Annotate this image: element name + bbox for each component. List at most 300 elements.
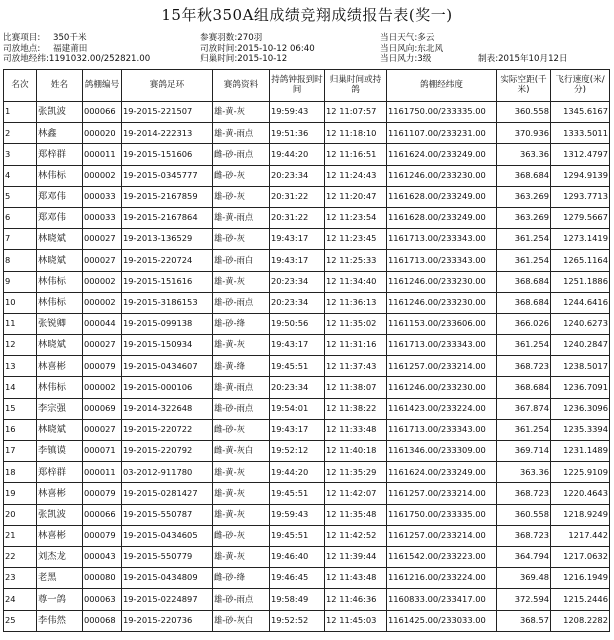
cell-distance: 368.723 xyxy=(497,356,551,377)
entries xyxy=(200,33,262,44)
cell-loft-coord: 1161153.00/233606.00 xyxy=(387,313,497,334)
wind-direction-value: 东北风 xyxy=(417,43,444,54)
cell-return-time: 12 11:40:18 xyxy=(325,441,387,462)
cell-speed: 1220.4643 xyxy=(551,483,610,504)
cell-pigeon-info: 雄-黄-灰 xyxy=(213,546,270,567)
cell-rank: 19 xyxy=(4,483,37,504)
cell-loft-coord: 1160833.00/233417.00 xyxy=(387,589,497,610)
header-name: 姓名 xyxy=(37,70,83,102)
table-row xyxy=(4,504,610,525)
cell-return-time: 12 11:34:40 xyxy=(325,271,387,292)
cell-owner-name: 郑邓伟 xyxy=(37,207,83,228)
cell-rank: 25 xyxy=(4,610,37,631)
cell-speed: 1217.442 xyxy=(551,525,610,546)
cell-speed: 1238.5017 xyxy=(551,356,610,377)
cell-speed: 1235.3394 xyxy=(551,419,610,440)
cell-speed: 1312.4797 xyxy=(551,144,610,165)
cell-owner-name: 林晓斌 xyxy=(37,335,83,356)
cell-return-time: 12 11:20:47 xyxy=(325,186,387,207)
cell-return-time: 12 11:35:02 xyxy=(325,313,387,334)
cell-distance: 361.254 xyxy=(497,335,551,356)
cell-speed: 1273.1419 xyxy=(551,229,610,250)
cell-return-time: 12 11:23:54 xyxy=(325,207,387,228)
cell-loft-coord: 1161542.00/233223.00 xyxy=(387,546,497,567)
weather-label: 当日天气: xyxy=(380,33,418,43)
cell-owner-name: 郑梓群 xyxy=(37,462,83,483)
cell-distance: 361.254 xyxy=(497,250,551,271)
cell-pigeon-info: 雌-砂-雨点 xyxy=(213,144,270,165)
table-row xyxy=(4,335,610,356)
cell-speed: 1216.1949 xyxy=(551,568,610,589)
table-row xyxy=(4,123,610,144)
cell-owner-name: 林伟标 xyxy=(37,292,83,313)
cell-clock-time: 20:23:34 xyxy=(270,165,325,186)
header-ring: 赛鸽足环 xyxy=(122,70,213,102)
table-row xyxy=(4,568,610,589)
cell-rank: 11 xyxy=(4,313,37,334)
cell-loft-id: 000033 xyxy=(83,207,122,228)
race-project xyxy=(3,33,87,44)
cell-pigeon-info: 雄-砂-雨点 xyxy=(213,292,270,313)
race-project-value: 350千米 xyxy=(53,33,87,43)
cell-loft-coord: 1161628.00/233249.00 xyxy=(387,207,497,228)
wind-direction xyxy=(380,44,443,55)
cell-pigeon-info: 雄-砂-灰白 xyxy=(213,610,270,631)
cell-rank: 15 xyxy=(4,398,37,419)
header-clock-time: 持鸽钟报到时间 xyxy=(270,70,325,102)
cell-pigeon-info: 雄-黄-灰 xyxy=(213,271,270,292)
results-table xyxy=(3,69,610,632)
cell-clock-time: 19:45:51 xyxy=(270,483,325,504)
cell-pigeon-info: 雄-黄-雨点 xyxy=(213,377,270,398)
cell-return-time: 12 11:33:48 xyxy=(325,419,387,440)
cell-owner-name: 林晓斌 xyxy=(37,419,83,440)
cell-loft-id: 000071 xyxy=(83,441,122,462)
cell-pigeon-info: 雌-黄-灰白 xyxy=(213,441,270,462)
weather xyxy=(380,33,434,44)
cell-return-time: 12 11:37:43 xyxy=(325,356,387,377)
cell-return-time: 12 11:39:44 xyxy=(325,546,387,567)
header-loft-coord: 鸽棚经纬度 xyxy=(387,70,497,102)
cell-distance: 370.936 xyxy=(497,123,551,144)
table-row xyxy=(4,441,610,462)
made-date-value: 2015年10月12日 xyxy=(498,54,568,65)
cell-loft-coord: 1161713.00/233343.00 xyxy=(387,419,497,440)
header-loft-id: 鸽棚编号 xyxy=(83,70,122,102)
cell-ring-number: 19-2015-151606 xyxy=(122,144,213,165)
cell-loft-id: 000020 xyxy=(83,123,122,144)
release-time-label: 司放时间: xyxy=(200,43,238,54)
cell-pigeon-info: 雄-砂-绛 xyxy=(213,313,270,334)
header-return-time: 归巢时间或持鸽 xyxy=(325,70,387,102)
table-row xyxy=(4,356,610,377)
cell-clock-time: 20:23:34 xyxy=(270,377,325,398)
cell-pigeon-info: 雄-黄-灰 xyxy=(213,462,270,483)
cell-return-time: 12 11:38:07 xyxy=(325,377,387,398)
cell-ring-number: 19-2015-0434607 xyxy=(122,356,213,377)
cell-loft-coord: 1161713.00/233343.00 xyxy=(387,335,497,356)
cell-return-time: 12 11:18:10 xyxy=(325,123,387,144)
cell-return-time: 12 11:36:13 xyxy=(325,292,387,313)
weather-value: 多云 xyxy=(417,33,435,43)
cell-owner-name: 林鑫 xyxy=(37,123,83,144)
wind-force xyxy=(380,54,431,65)
cell-clock-time: 19:51:36 xyxy=(270,123,325,144)
cell-speed: 1265.1164 xyxy=(551,250,610,271)
cell-distance: 368.723 xyxy=(497,483,551,504)
cell-speed: 1236.7091 xyxy=(551,377,610,398)
cell-distance: 363.36 xyxy=(497,462,551,483)
table-row xyxy=(4,207,610,228)
cell-owner-name: 林伟标 xyxy=(37,165,83,186)
cell-distance: 368.684 xyxy=(497,271,551,292)
table-row xyxy=(4,546,610,567)
table-row xyxy=(4,229,610,250)
header-pigeon-info: 赛鸽资料 xyxy=(213,70,270,102)
cell-return-time: 12 11:07:57 xyxy=(325,102,387,123)
cell-loft-id: 000002 xyxy=(83,292,122,313)
cell-rank: 12 xyxy=(4,335,37,356)
cell-return-time: 12 11:46:36 xyxy=(325,589,387,610)
cell-speed: 1240.6273 xyxy=(551,313,610,334)
cell-rank: 9 xyxy=(4,271,37,292)
cell-rank: 20 xyxy=(4,504,37,525)
cell-clock-time: 19:43:17 xyxy=(270,250,325,271)
cell-distance: 360.558 xyxy=(497,102,551,123)
cell-ring-number: 19-2015-550779 xyxy=(122,546,213,567)
cell-loft-id: 000079 xyxy=(83,483,122,504)
cell-rank: 23 xyxy=(4,568,37,589)
table-header-row xyxy=(4,70,610,102)
cell-rank: 18 xyxy=(4,462,37,483)
cell-return-time: 12 11:42:07 xyxy=(325,483,387,504)
release-time-value: 2015-10-12 06:40 xyxy=(237,43,315,54)
wind-force-value: 3级 xyxy=(417,54,432,65)
cell-return-time: 12 11:25:33 xyxy=(325,250,387,271)
cell-loft-id: 000002 xyxy=(83,271,122,292)
cell-clock-time: 20:31:22 xyxy=(270,186,325,207)
cell-distance: 368.684 xyxy=(497,377,551,398)
cell-ring-number: 19-2015-151616 xyxy=(122,271,213,292)
entries-label: 参赛羽数: xyxy=(200,33,238,43)
cell-speed: 1208.2282 xyxy=(551,610,610,631)
cell-loft-id: 000068 xyxy=(83,610,122,631)
cell-pigeon-info: 雄-砂-雨点 xyxy=(213,398,270,419)
cell-rank: 8 xyxy=(4,250,37,271)
cell-loft-id: 000027 xyxy=(83,419,122,440)
cell-owner-name: 林喜彬 xyxy=(37,356,83,377)
cell-distance: 363.36 xyxy=(497,144,551,165)
header-speed: 飞行速度(米/分) xyxy=(551,70,610,102)
cell-rank: 2 xyxy=(4,123,37,144)
table-row xyxy=(4,483,610,504)
cell-distance: 360.558 xyxy=(497,504,551,525)
cell-owner-name: 刘杰龙 xyxy=(37,546,83,567)
cell-ring-number: 19-2015-220792 xyxy=(122,441,213,462)
cell-loft-coord: 1161246.00/233230.00 xyxy=(387,271,497,292)
cell-owner-name: 李伟然 xyxy=(37,610,83,631)
cell-loft-id: 000063 xyxy=(83,589,122,610)
cell-rank: 5 xyxy=(4,186,37,207)
cell-pigeon-info: 雄-砂-灰 xyxy=(213,186,270,207)
table-row xyxy=(4,144,610,165)
cell-pigeon-info: 雄-砂-雨白 xyxy=(213,250,270,271)
cell-clock-time: 19:43:17 xyxy=(270,335,325,356)
cell-return-time: 12 11:31:16 xyxy=(325,335,387,356)
cell-loft-id: 000002 xyxy=(83,377,122,398)
cell-owner-name: 老黑 xyxy=(37,568,83,589)
cell-ring-number: 19-2014-322648 xyxy=(122,398,213,419)
cell-ring-number: 19-2015-220724 xyxy=(122,250,213,271)
entries-value: 270羽 xyxy=(237,33,263,43)
cell-owner-name: 林喜彬 xyxy=(37,483,83,504)
cell-clock-time: 19:52:12 xyxy=(270,441,325,462)
release-coord xyxy=(3,54,150,65)
cell-return-time: 12 11:35:48 xyxy=(325,504,387,525)
cell-clock-time: 19:50:56 xyxy=(270,313,325,334)
cell-pigeon-info: 雄-黄-灰 xyxy=(213,102,270,123)
cell-return-time: 12 11:16:51 xyxy=(325,144,387,165)
cell-pigeon-info: 雄-黄-绛 xyxy=(213,356,270,377)
header-distance: 实际空距(千米) xyxy=(497,70,551,102)
cell-rank: 22 xyxy=(4,546,37,567)
cell-speed: 1215.2446 xyxy=(551,589,610,610)
table-row xyxy=(4,102,610,123)
return-time xyxy=(200,54,287,65)
cell-loft-id: 000002 xyxy=(83,165,122,186)
cell-return-time: 12 11:42:52 xyxy=(325,525,387,546)
cell-pigeon-info: 雌-砂-灰 xyxy=(213,165,270,186)
cell-loft-id: 000043 xyxy=(83,546,122,567)
table-row xyxy=(4,165,610,186)
cell-loft-id: 000066 xyxy=(83,102,122,123)
cell-clock-time: 20:31:22 xyxy=(270,207,325,228)
cell-loft-coord: 1161257.00/233214.00 xyxy=(387,356,497,377)
cell-loft-coord: 1161713.00/233343.00 xyxy=(387,229,497,250)
cell-distance: 368.723 xyxy=(497,525,551,546)
cell-loft-id: 000027 xyxy=(83,335,122,356)
cell-speed: 1225.9109 xyxy=(551,462,610,483)
cell-owner-name: 张锐卿 xyxy=(37,313,83,334)
cell-pigeon-info: 雌-砂-绛 xyxy=(213,568,270,589)
cell-rank: 24 xyxy=(4,589,37,610)
cell-ring-number: 19-2013-136529 xyxy=(122,229,213,250)
cell-owner-name: 张凯波 xyxy=(37,504,83,525)
cell-ring-number: 19-2015-0345777 xyxy=(122,165,213,186)
release-coord-value: 1191032.00/252821.00 xyxy=(48,54,151,65)
cell-loft-coord: 1161107.00/233231.00 xyxy=(387,123,497,144)
cell-loft-id: 000027 xyxy=(83,250,122,271)
cell-clock-time: 19:43:17 xyxy=(270,229,325,250)
table-row xyxy=(4,525,610,546)
cell-loft-id: 000080 xyxy=(83,568,122,589)
cell-pigeon-info: 雄-黄-灰 xyxy=(213,483,270,504)
cell-owner-name: 林伟标 xyxy=(37,271,83,292)
table-row xyxy=(4,250,610,271)
cell-ring-number: 19-2014-222313 xyxy=(122,123,213,144)
cell-rank: 16 xyxy=(4,419,37,440)
cell-loft-coord: 1161713.00/233343.00 xyxy=(387,250,497,271)
cell-owner-name: 尊一鸽 xyxy=(37,589,83,610)
cell-distance: 364.794 xyxy=(497,546,551,567)
cell-distance: 367.874 xyxy=(497,398,551,419)
header-rank: 名次 xyxy=(4,70,37,102)
made-label: 制表: xyxy=(478,54,499,65)
cell-ring-number: 03-2012-911780 xyxy=(122,462,213,483)
table-row xyxy=(4,610,610,631)
report-title: 15年秋350A组成绩竞翔成绩报告表(奖一) xyxy=(161,6,453,24)
cell-clock-time: 19:54:01 xyxy=(270,398,325,419)
cell-loft-coord: 1161750.00/233335.00 xyxy=(387,504,497,525)
cell-clock-time: 20:23:34 xyxy=(270,271,325,292)
cell-loft-id: 000033 xyxy=(83,186,122,207)
table-row xyxy=(4,398,610,419)
cell-return-time: 12 11:23:45 xyxy=(325,229,387,250)
cell-owner-name: 张凯波 xyxy=(37,102,83,123)
cell-distance: 368.684 xyxy=(497,165,551,186)
cell-owner-name: 郑梓群 xyxy=(37,144,83,165)
cell-loft-coord: 1161624.00/233249.00 xyxy=(387,462,497,483)
cell-rank: 21 xyxy=(4,525,37,546)
cell-speed: 1231.1489 xyxy=(551,441,610,462)
cell-pigeon-info: 雄-黄-灰 xyxy=(213,504,270,525)
cell-owner-name: 林喜彬 xyxy=(37,525,83,546)
cell-distance: 361.254 xyxy=(497,419,551,440)
cell-clock-time: 19:45:51 xyxy=(270,525,325,546)
cell-ring-number: 19-2015-3186153 xyxy=(122,292,213,313)
cell-ring-number: 19-2015-099138 xyxy=(122,313,213,334)
cell-owner-name: 林伟标 xyxy=(37,377,83,398)
cell-return-time: 12 11:24:43 xyxy=(325,165,387,186)
cell-pigeon-info: 雄-砂-灰 xyxy=(213,229,270,250)
cell-distance: 368.684 xyxy=(497,292,551,313)
cell-ring-number: 19-2015-0281427 xyxy=(122,483,213,504)
race-project-label: 比赛项目: xyxy=(3,33,41,43)
cell-distance: 369.48 xyxy=(497,568,551,589)
cell-loft-id: 000069 xyxy=(83,398,122,419)
cell-return-time: 12 11:43:48 xyxy=(325,568,387,589)
cell-loft-coord: 1161246.00/233230.00 xyxy=(387,165,497,186)
cell-distance: 363.269 xyxy=(497,207,551,228)
cell-distance: 372.594 xyxy=(497,589,551,610)
table-row xyxy=(4,271,610,292)
cell-owner-name: 林晓斌 xyxy=(37,229,83,250)
cell-loft-coord: 1161346.00/233309.00 xyxy=(387,441,497,462)
cell-ring-number: 19-2015-000106 xyxy=(122,377,213,398)
cell-ring-number: 19-2015-2167859 xyxy=(122,186,213,207)
cell-loft-coord: 1161423.00/233224.00 xyxy=(387,398,497,419)
cell-speed: 1240.2847 xyxy=(551,335,610,356)
cell-loft-coord: 1161246.00/233230.00 xyxy=(387,377,497,398)
cell-pigeon-info: 雄-黄-雨点 xyxy=(213,207,270,228)
cell-loft-id: 000079 xyxy=(83,356,122,377)
cell-loft-id: 000079 xyxy=(83,525,122,546)
cell-rank: 13 xyxy=(4,356,37,377)
cell-distance: 369.714 xyxy=(497,441,551,462)
cell-return-time: 12 11:35:29 xyxy=(325,462,387,483)
cell-pigeon-info: 雄-黄-灰 xyxy=(213,335,270,356)
table-row xyxy=(4,313,610,334)
cell-rank: 3 xyxy=(4,144,37,165)
cell-ring-number: 19-2015-2167864 xyxy=(122,207,213,228)
cell-ring-number: 19-2015-0224897 xyxy=(122,589,213,610)
cell-loft-coord: 1161257.00/233214.00 xyxy=(387,525,497,546)
cell-pigeon-info: 雌-砂-灰 xyxy=(213,419,270,440)
cell-owner-name: 郑邓伟 xyxy=(37,186,83,207)
cell-loft-id: 000044 xyxy=(83,313,122,334)
cell-clock-time: 19:43:17 xyxy=(270,419,325,440)
cell-speed: 1217.0632 xyxy=(551,546,610,567)
cell-clock-time: 19:59:43 xyxy=(270,102,325,123)
cell-pigeon-info: 雄-砂-雨点 xyxy=(213,589,270,610)
cell-rank: 6 xyxy=(4,207,37,228)
cell-clock-time: 20:23:34 xyxy=(270,292,325,313)
cell-pigeon-info: 雄-黄-雨点 xyxy=(213,123,270,144)
cell-clock-time: 19:59:43 xyxy=(270,504,325,525)
table-row xyxy=(4,377,610,398)
cell-rank: 4 xyxy=(4,165,37,186)
cell-ring-number: 19-2015-220722 xyxy=(122,419,213,440)
cell-clock-time: 19:46:45 xyxy=(270,568,325,589)
cell-speed: 1218.9249 xyxy=(551,504,610,525)
cell-speed: 1279.5667 xyxy=(551,207,610,228)
cell-loft-id: 000027 xyxy=(83,229,122,250)
cell-clock-time: 19:52:52 xyxy=(270,610,325,631)
cell-ring-number: 19-2015-220736 xyxy=(122,610,213,631)
cell-speed: 1333.5011 xyxy=(551,123,610,144)
release-time xyxy=(200,44,315,55)
cell-speed: 1293.7713 xyxy=(551,186,610,207)
cell-ring-number: 19-2015-221507 xyxy=(122,102,213,123)
cell-return-time: 12 11:38:22 xyxy=(325,398,387,419)
cell-speed: 1345.6167 xyxy=(551,102,610,123)
cell-rank: 7 xyxy=(4,229,37,250)
return-time-value: 2015-10-12 xyxy=(237,54,288,65)
cell-ring-number: 19-2015-0434605 xyxy=(122,525,213,546)
cell-speed: 1294.9139 xyxy=(551,165,610,186)
cell-speed: 1251.1886 xyxy=(551,271,610,292)
cell-loft-coord: 1161628.00/233249.00 xyxy=(387,186,497,207)
cell-rank: 1 xyxy=(4,102,37,123)
made-date xyxy=(478,54,568,65)
cell-return-time: 12 11:45:03 xyxy=(325,610,387,631)
cell-rank: 14 xyxy=(4,377,37,398)
cell-loft-coord: 1161246.00/233230.00 xyxy=(387,292,497,313)
release-coord-label: 司放地经纬: xyxy=(3,54,49,65)
cell-clock-time: 19:58:49 xyxy=(270,589,325,610)
cell-distance: 361.254 xyxy=(497,229,551,250)
cell-distance: 366.026 xyxy=(497,313,551,334)
cell-loft-id: 000066 xyxy=(83,504,122,525)
cell-distance: 363.269 xyxy=(497,186,551,207)
release-place xyxy=(3,43,88,55)
cell-rank: 17 xyxy=(4,441,37,462)
table-row xyxy=(4,462,610,483)
table-row xyxy=(4,589,610,610)
cell-owner-name: 李宗强 xyxy=(37,398,83,419)
cell-clock-time: 19:45:51 xyxy=(270,356,325,377)
cell-loft-coord: 1161425.00/233033.00 xyxy=(387,610,497,631)
cell-loft-coord: 1161257.00/233214.00 xyxy=(387,483,497,504)
cell-owner-name: 林晓斌 xyxy=(37,250,83,271)
cell-loft-coord: 1161624.00/233249.00 xyxy=(387,144,497,165)
release-place-value: 福建莆田 xyxy=(53,43,88,54)
cell-speed: 1236.3096 xyxy=(551,398,610,419)
table-row xyxy=(4,186,610,207)
cell-loft-id: 000011 xyxy=(83,144,122,165)
cell-loft-coord: 1161750.00/233335.00 xyxy=(387,102,497,123)
cell-ring-number: 19-2015-0434809 xyxy=(122,568,213,589)
